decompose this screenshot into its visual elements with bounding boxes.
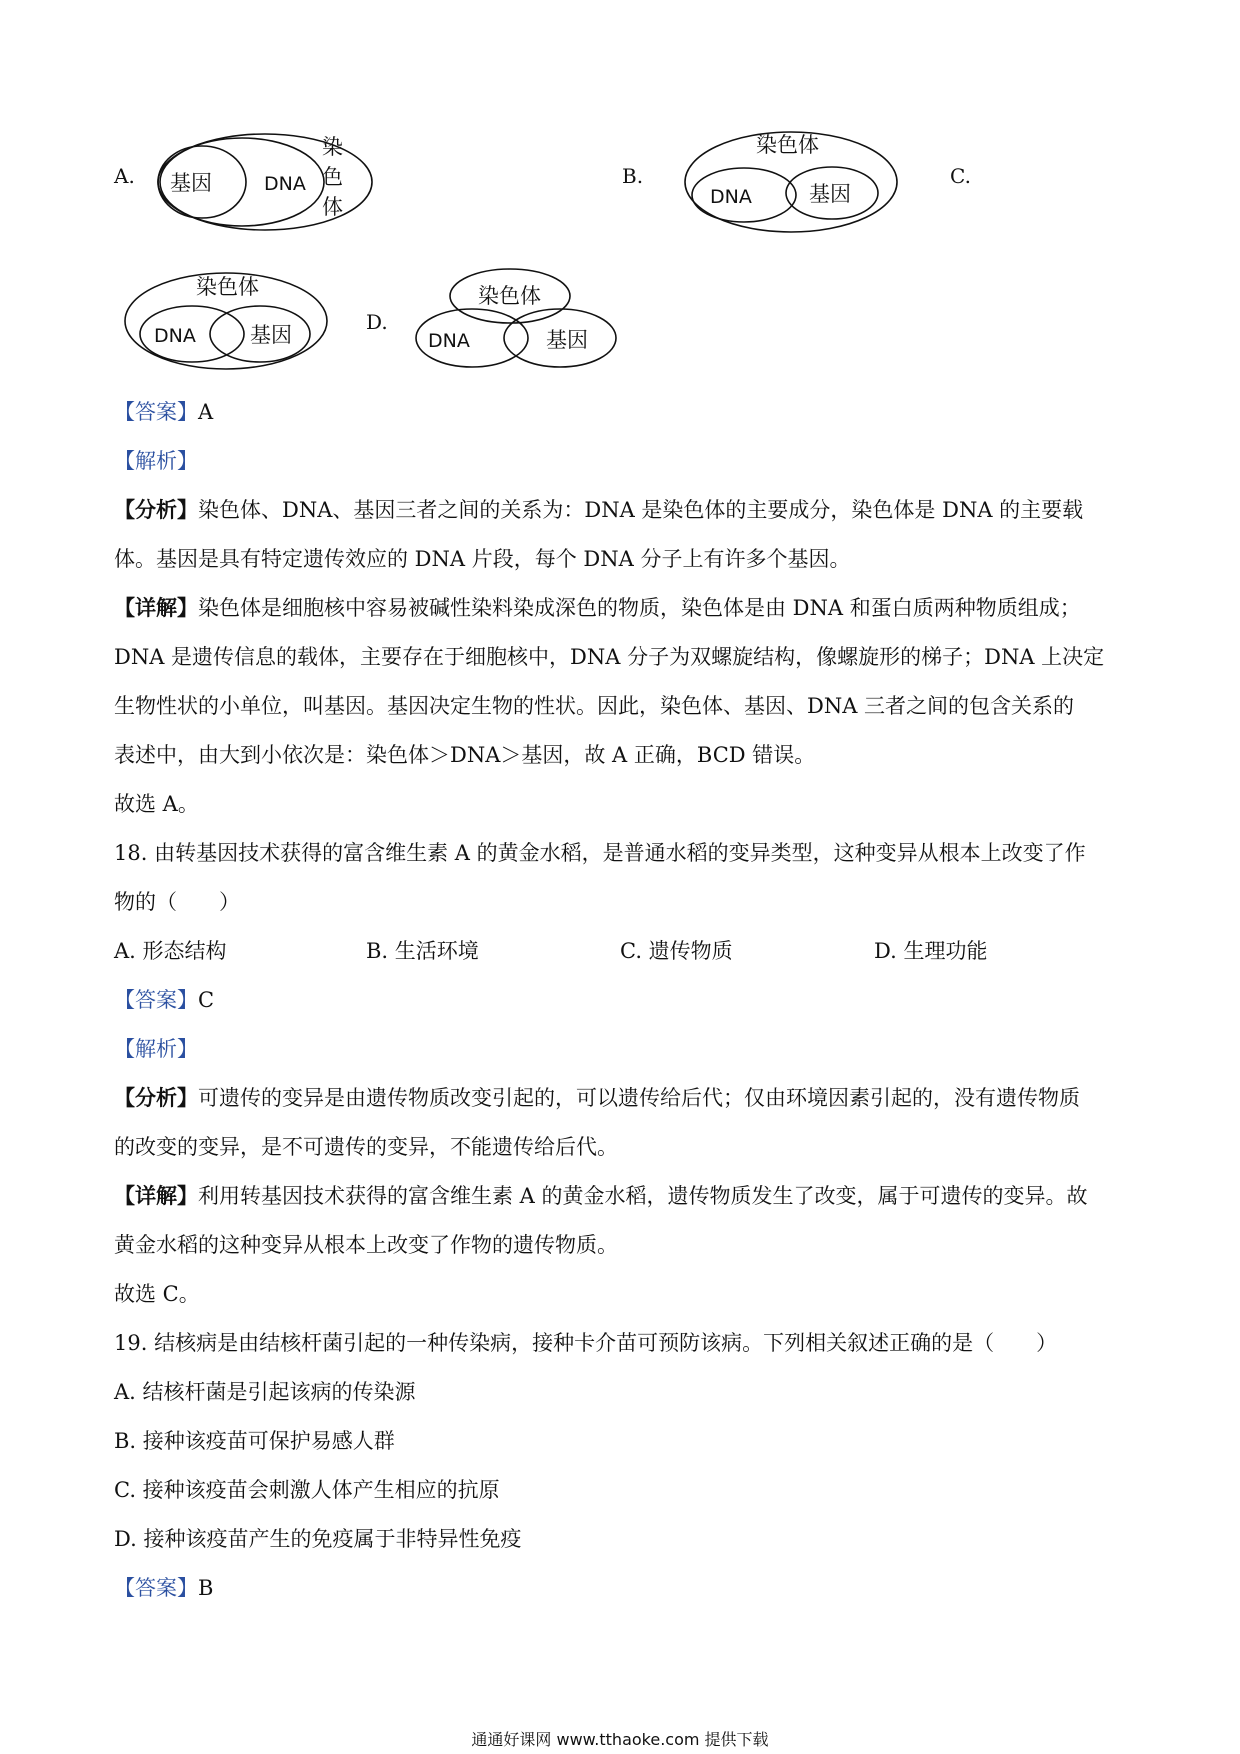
answer-value: C <box>198 988 215 1012</box>
page-footer: 通通好课网 www.tthaoke.com 提供下载 <box>471 1730 769 1749</box>
q19-option-b: B. 接种该疫苗可保护易感人群 <box>114 1429 395 1453</box>
q17-xiangjie-line-1 <box>114 594 1081 622</box>
option-a-inner-label: 基因 <box>170 171 212 195</box>
q19-answer <box>114 1574 213 1602</box>
option-a-outer-char-2: 色 <box>322 165 343 189</box>
option-d-label: D. <box>366 310 388 334</box>
option-a-outer-label <box>322 135 343 219</box>
answer-tag: 【答案】 <box>114 400 198 424</box>
q17-fenxi-line-1 <box>114 496 1083 524</box>
q18-analysis-heading <box>114 1035 198 1063</box>
q17-xiangjie-line-2: DNA 是遗传信息的载体，主要存在于细胞核中，DNA 分子为双螺旋结构，像螺旋形的梯子；DNA 上决定 <box>114 645 1105 669</box>
diagram-option-c <box>120 266 334 376</box>
option-c-right-label: 基因 <box>250 323 292 347</box>
q18-option-a: A. 形态结构 <box>114 939 227 963</box>
q18-fenxi-line-1 <box>114 1084 1080 1112</box>
q18-fenxi-line-2: 的改变的变异，是不可遗传的变异，不能遗传给后代。 <box>114 1135 618 1159</box>
q18-answer <box>114 986 214 1014</box>
answer-tag: 【答案】 <box>114 988 198 1012</box>
analysis-tag: 【解析】 <box>114 449 198 473</box>
q18-stem-line-1: 18. 由转基因技术获得的富含维生素 A 的黄金水稻，是普通水稻的变异类型，这种变异从根本上改变了作 <box>114 841 1086 865</box>
q19-option-d: D. 接种该疫苗产生的免疫属于非特异性免疫 <box>114 1527 522 1551</box>
q18-conclusion: 故选 C。 <box>114 1282 200 1306</box>
q18-stem-line-2: 物的（ ） <box>114 890 240 914</box>
fenxi-tag: 【分析】 <box>114 498 198 522</box>
option-a-label: A. <box>114 164 135 188</box>
option-d-top-label: 染色体 <box>478 284 541 308</box>
option-d-left-label: DNA <box>428 330 470 352</box>
answer-value: B <box>198 1576 214 1600</box>
option-d-right-label: 基因 <box>546 328 588 352</box>
q19-stem: 19. 结核病是由结核杆菌引起的一种传染病，接种卡介苗可预防该病。下列相关叙述正确的是（ ） <box>114 1331 1058 1355</box>
q18-xiangjie-line-1 <box>114 1182 1088 1210</box>
option-b-left-label: DNA <box>710 186 752 208</box>
answer-value: A <box>198 400 214 424</box>
q17-conclusion: 故选 A。 <box>114 792 199 816</box>
analysis-tag: 【解析】 <box>114 1037 198 1061</box>
option-b-label: B. <box>622 164 644 188</box>
q18-option-b: B. 生活环境 <box>366 939 479 963</box>
q17-xiangjie-line-3: 生物性状的小单位，叫基因。基因决定生物的性状。因此，染色体、基因、DNA 三者之间的包含关系的 <box>114 694 1075 718</box>
q18-option-c: C. 遗传物质 <box>620 939 733 963</box>
q17-answer <box>114 398 213 426</box>
option-a-outer-char-3: 体 <box>322 195 343 219</box>
diagram-option-a <box>150 128 380 236</box>
option-c-outer-label: 染色体 <box>196 275 259 299</box>
q17-fenxi-line-2: 体。基因是具有特定遗传效应的 DNA 片段，每个 DNA 分子上有许多个基因。 <box>114 547 851 571</box>
q19-option-a: A. 结核杆菌是引起该病的传染源 <box>114 1380 416 1404</box>
option-c-left-label: DNA <box>154 325 196 347</box>
fenxi-text: 可遗传的变异是由遗传物质改变引起的，可以遗传给后代；仅由环境因素引起的，没有遗传物质 <box>198 1086 1080 1110</box>
xiangjie-tag: 【详解】 <box>114 1184 198 1208</box>
diagram-option-d <box>410 266 622 372</box>
q17-xiangjie-line-4: 表述中，由大到小依次是：染色体＞DNA＞基因，故 A 正确，BCD 错误。 <box>114 743 816 767</box>
diagram-option-b <box>680 126 902 238</box>
fenxi-text: 染色体、DNA、基因三者之间的关系为：DNA 是染色体的主要成分，染色体是 DNA 的主要载 <box>198 498 1084 522</box>
xiangjie-tag: 【详解】 <box>114 596 198 620</box>
xiangjie-text: 染色体是细胞核中容易被碱性染料染成深色的物质，染色体是由 DNA 和蛋白质两种物质组成； <box>198 596 1081 620</box>
option-a-middle-label: DNA <box>264 173 306 195</box>
option-b-outer-label: 染色体 <box>756 133 819 157</box>
answer-tag: 【答案】 <box>114 1576 198 1600</box>
q19-option-c: C. 接种该疫苗会刺激人体产生相应的抗原 <box>114 1478 500 1502</box>
q18-xiangjie-line-2: 黄金水稻的这种变异从根本上改变了作物的遗传物质。 <box>114 1233 618 1257</box>
xiangjie-text: 利用转基因技术获得的富含维生素 A 的黄金水稻，遗传物质发生了改变，属于可遗传的变异。故 <box>198 1184 1088 1208</box>
option-a-outer-char-1: 染 <box>322 135 343 159</box>
option-c-label: C. <box>950 164 971 188</box>
q18-option-d: D. 生理功能 <box>874 939 988 963</box>
fenxi-tag: 【分析】 <box>114 1086 198 1110</box>
q17-analysis-heading <box>114 447 198 475</box>
option-b-right-label: 基因 <box>809 182 851 206</box>
